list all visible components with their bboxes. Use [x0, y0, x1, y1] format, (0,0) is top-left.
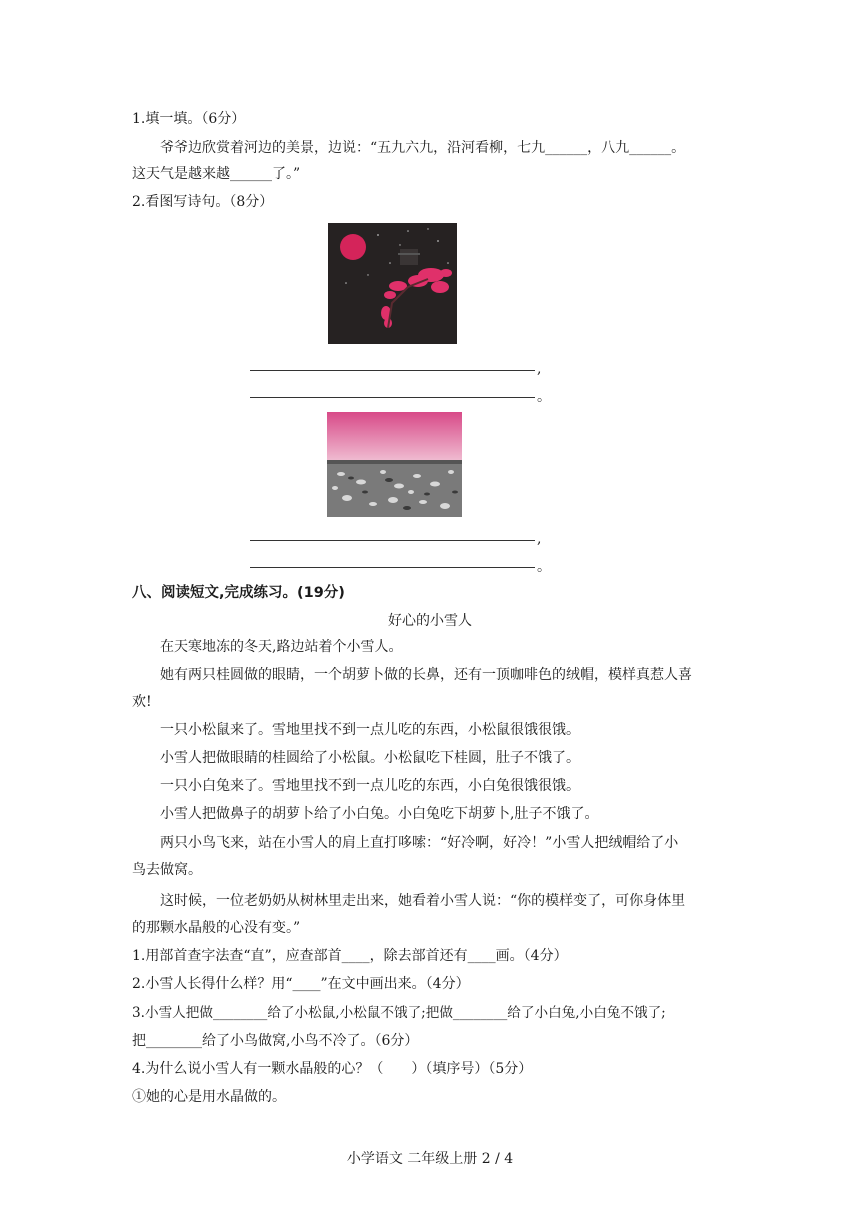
story-title: 好心的小雪人 [388, 613, 472, 629]
answer-punct-4: 。 [537, 559, 551, 575]
q1-heading: 1.填一填。（6分） [132, 111, 246, 127]
story-paragraph: 两只小鸟飞来，站在小雪人的肩上直打哆嗦：“好冷啊，好冷！”小雪人把绒帽给了小 [160, 835, 679, 851]
answer-blank-2[interactable] [250, 397, 535, 398]
answer-blank-1[interactable] [250, 370, 535, 371]
answer-blank-4[interactable] [250, 567, 535, 568]
q1-text-line-1: 爷爷边欣赏着河边的美景，边说：“五九六九，沿河看柳，七九______，八九______。 [160, 140, 686, 156]
section-8-heading: 八、阅读短文,完成练习。(19分) [132, 585, 345, 601]
answer-blank-3[interactable] [250, 540, 535, 541]
question-4-option-1: ①她的心是用水晶做的。 [132, 1089, 286, 1105]
answer-punct-1: , [537, 361, 542, 377]
story-paragraph: 一只小松鼠来了。雪地里找不到一点儿吃的东西，小松鼠很饿很饿。 [160, 722, 580, 738]
question-4: 4.为什么说小雪人有一颗水晶般的心？（ ）（填序号）（5分） [132, 1061, 533, 1077]
pink-sky-field-picture [327, 412, 462, 517]
answer-punct-3: , [537, 531, 542, 547]
question-3-line-2: 把________给了小鸟做窝,小鸟不冷了。（6分） [132, 1033, 419, 1049]
story-paragraph: 这时候，一位老奶奶从树林里走出来，她看着小雪人说：“你的模样变了，可你身体里 [160, 893, 686, 909]
question-1: 1.用部首查字法查“直”，应查部首____，除去部首还有____画。（4分） [132, 948, 568, 964]
q1-text-line-2: 这天气是越来越______了。” [132, 166, 301, 182]
page-footer: 小学语文 二年级上册 2 / 4 [346, 1151, 514, 1167]
question-3-line-1: 3.小雪人把做________给了小松鼠,小松鼠不饿了;把做________给了小白兔,小白兔不饿了; [132, 1005, 666, 1021]
question-2: 2.小雪人长得什么样？用“____”在文中画出来。（4分） [132, 976, 470, 992]
story-paragraph: 她有两只桂圆做的眼睛，一个胡萝卜做的长鼻，还有一顶咖啡色的绒帽，模样真惹人喜 [160, 667, 692, 683]
answer-punct-2: 。 [537, 389, 551, 405]
story-paragraph: 小雪人把做鼻子的胡萝卜给了小白兔。小白兔吃下胡萝卜,肚子不饿了。 [160, 806, 599, 822]
night-plum-blossom-picture [328, 223, 457, 344]
story-paragraph: 鸟去做窝。 [132, 862, 202, 878]
q2-heading: 2.看图写诗句。（8分） [132, 194, 274, 210]
story-paragraph: 的那颗水晶般的心没有变。” [132, 920, 301, 936]
story-paragraph: 欢! [132, 694, 152, 710]
story-paragraph: 小雪人把做眼睛的桂圆给了小松鼠。小松鼠吃下桂圆，肚子不饿了。 [160, 750, 580, 766]
story-paragraph: 在天寒地冻的冬天,路边站着个小雪人。 [160, 639, 403, 655]
story-paragraph: 一只小白兔来了。雪地里找不到一点儿吃的东西，小白兔很饿很饿。 [160, 778, 580, 794]
